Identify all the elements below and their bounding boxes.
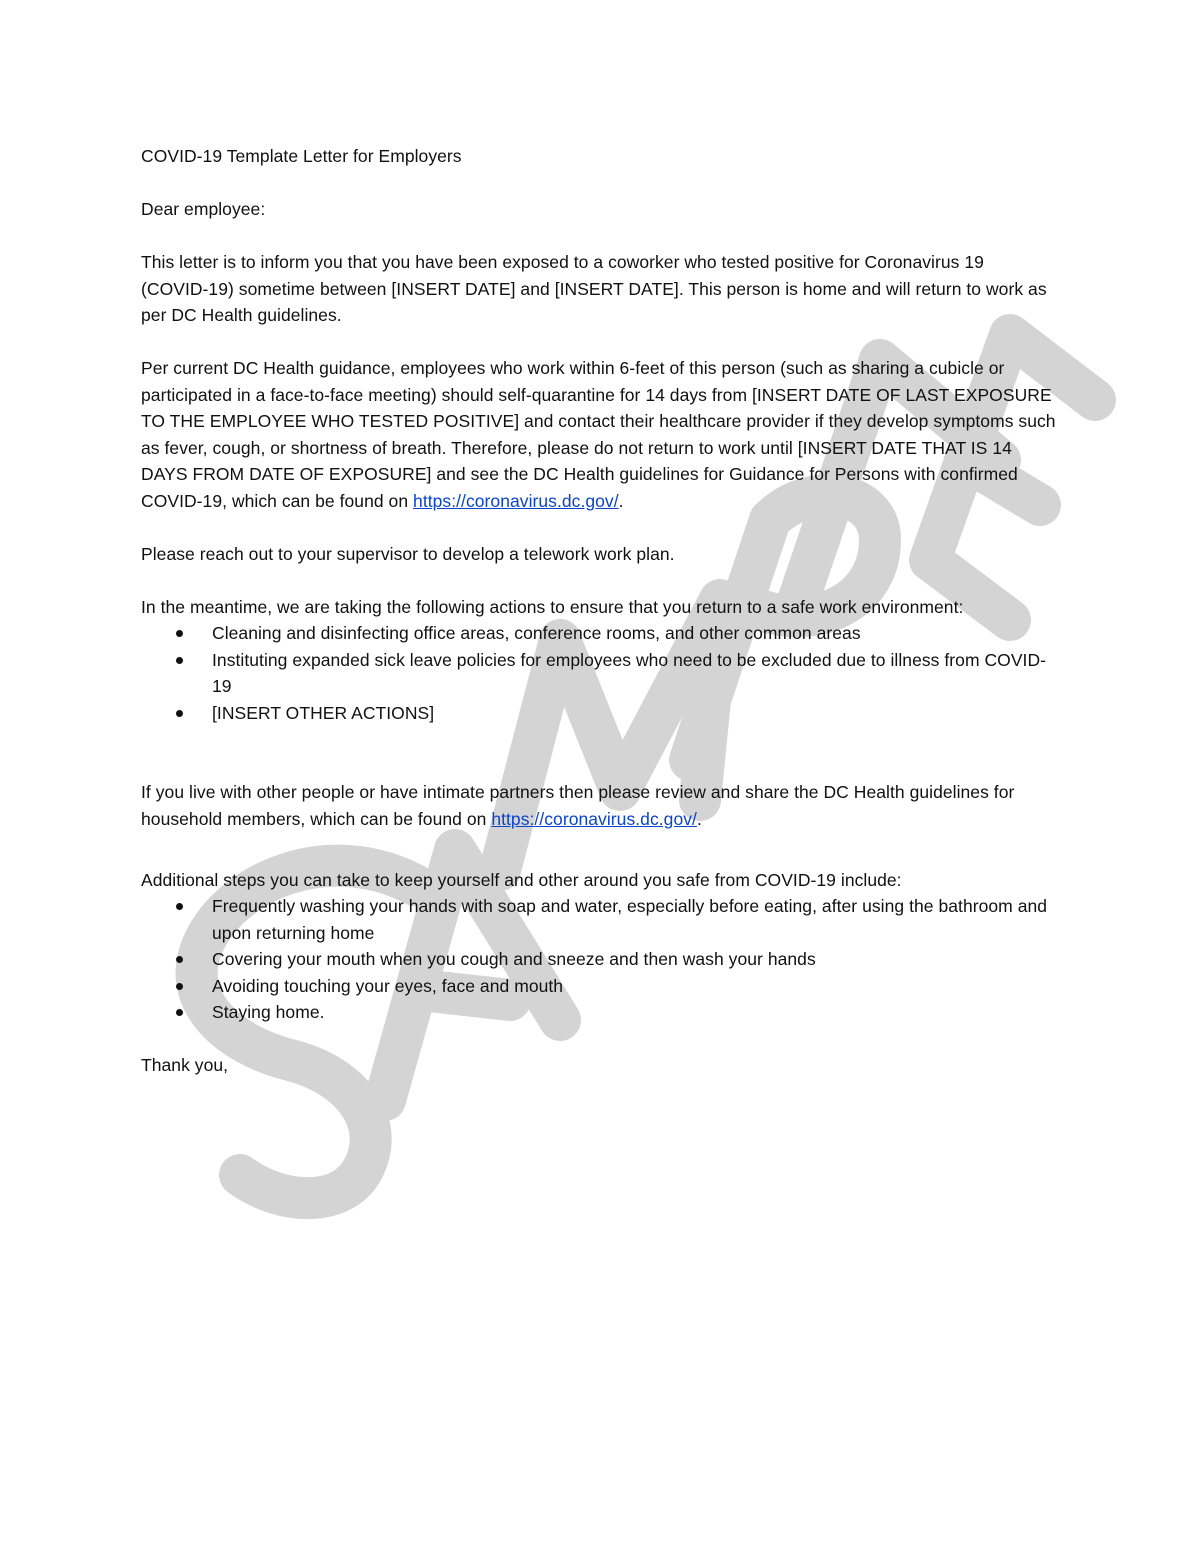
actions-list: [141, 620, 1056, 726]
list-item: Frequently washing your hands with soap and water, especially before eating, after using the bathroom and upon returning home: [141, 893, 1056, 946]
actions-intro: In the meantime, we are taking the following actions to ensure that you return to a safe work environment:: [141, 596, 964, 617]
list-item: Avoiding touching your eyes, face and mouth: [141, 973, 1056, 1000]
greeting: Dear employee:: [141, 199, 266, 219]
exposure-paragraph: This letter is to inform you that you have been exposed to a coworker who tested positive for Coronavirus 19 (COVID-19) sometime between [INSERT DATE] and [INSERT DATE]. This person is home and will return to work as per DC Health guidelines.: [141, 252, 1047, 325]
household-link[interactable]: https://coronavirus.dc.gov/: [491, 808, 697, 829]
steps-list: [141, 893, 1056, 1026]
letter-title: COVID-19 Template Letter for Employers: [141, 146, 462, 166]
list-item: Covering your mouth when you cough and sneeze and then wash your hands: [141, 946, 1056, 973]
list-item: Staying home.: [141, 999, 1056, 1026]
household-end: .: [696, 808, 702, 829]
list-item: Cleaning and disinfecting office areas, conference rooms, and other common areas: [141, 620, 1056, 647]
letter-body: [141, 143, 1056, 1079]
guidance-link[interactable]: https://coronavirus.dc.gov/: [413, 490, 619, 511]
telework-paragraph: Please reach out to your supervisor to develop a telework work plan.: [141, 543, 675, 564]
household-paragraph: [141, 779, 1056, 832]
closing: Thank you,: [141, 1055, 229, 1075]
list-item: Instituting expanded sick leave policies for employees who need to be excluded due to illness from COVID-19: [141, 647, 1056, 700]
list-item: [INSERT OTHER ACTIONS]: [141, 700, 1056, 727]
guidance-text: Per current DC Health guidance, employees who work within 6-feet of this person (such as sharing a cubicle or participated in a face-to-face meeting) should self-quarantine for 14 days from [INSERT DATE OF LAST EXPOSURE TO THE EMPLOYEE WHO TESTED POSITIVE] and contact their healthcare provider if they develop symptoms such as fever, cough, or shortness of breath. Therefore, please do not return to work until [INSERT DATE THAT IS 14 DAYS FROM DATE OF EXPOSURE] and see the DC Health guidelines for Guidance for Persons with confirmed COVID-19, which can be found on: [141, 358, 1056, 511]
guidance-end: .: [618, 490, 624, 511]
steps-intro: Additional steps you can take to keep yourself and other around you safe from COVID-19 include:: [141, 869, 902, 890]
guidance-paragraph: [141, 355, 1056, 514]
household-text: If you live with other people or have intimate partners then please review and share the DC Health guidelines for household members, which can be found on: [141, 782, 1015, 829]
